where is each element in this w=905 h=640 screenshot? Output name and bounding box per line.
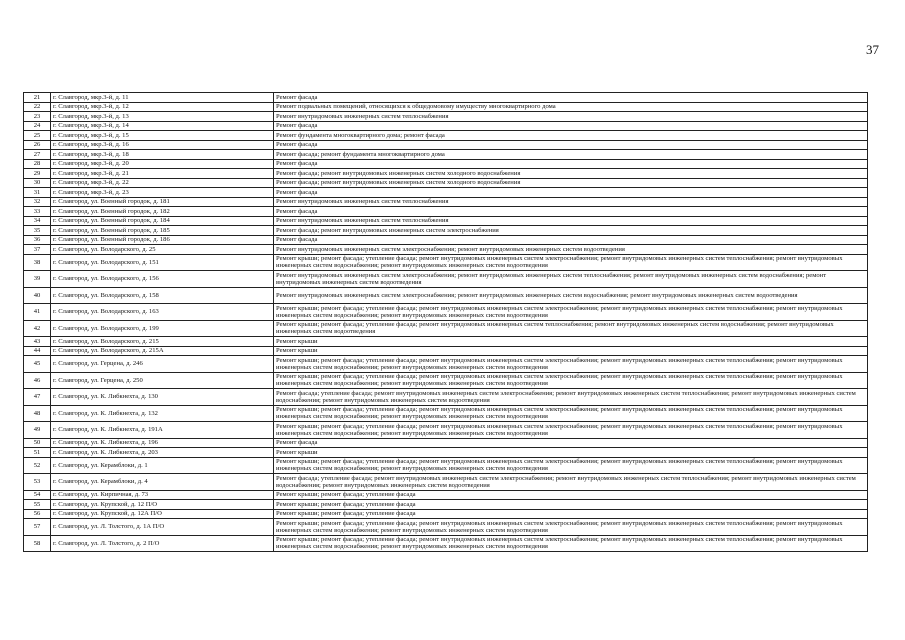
row-works: Ремонт фундамента многоквартирного дома; ремонт фасада (274, 131, 868, 141)
row-works: Ремонт крыши; ремонт фасада; утепление фасада; ремонт внутридомовых инженерных систем электроснабжения; ремонт внутридомовых инженерных систем теплоснабжения; ремонт внутридомовых инженерных систем водоснабжения; ремонт внутридомовых инженерных систем водоотведения (274, 356, 868, 373)
row-number: 44 (24, 346, 51, 356)
row-number: 54 (24, 490, 51, 500)
row-works: Ремонт крыши (274, 346, 868, 356)
table-row (24, 169, 868, 179)
row-works: Ремонт внутридомовых инженерных систем электроснабжения; ремонт внутридомовых инженерных систем водоснабжения; ремонт внутридомовых инженерных систем водоотведения (274, 287, 868, 304)
table-row (24, 102, 868, 112)
table-row (24, 509, 868, 519)
row-works: Ремонт фасада; утепление фасада; ремонт внутридомовых инженерных систем электроснабжения; ремонт внутридомовых инженерных систем теплоснабжения; ремонт внутридомовых инженерных систем водоснабжения; ремонт внутридомовых инженерных систем водоотведения (274, 389, 868, 406)
row-number: 55 (24, 500, 51, 510)
row-number: 22 (24, 102, 51, 112)
row-works: Ремонт крыши; ремонт фасада; утепление фасада; ремонт внутридомовых инженерных систем теплоснабжения; ремонт внутридомовых инженерных систем водоснабжения; ремонт внутридомовых инженерных систем водоотведения (274, 320, 868, 337)
row-number: 50 (24, 438, 51, 448)
row-number: 35 (24, 226, 51, 236)
row-works: Ремонт фасада; ремонт фундамента многоквартирного дома (274, 150, 868, 160)
row-number: 25 (24, 131, 51, 141)
row-address: г. Славгород, ул. Керамблоки, д. 1 (51, 457, 274, 474)
row-address: г. Славгород, ул. К. Либкнехта, д. 203 (51, 448, 274, 458)
table-row (24, 235, 868, 245)
row-number: 48 (24, 405, 51, 422)
row-address: г. Славгород, мкр.3-й, д. 21 (51, 169, 274, 179)
row-works: Ремонт фасада; ремонт внутридомовых инженерных систем холодного водоснабжения (274, 178, 868, 188)
table-row (24, 287, 868, 304)
row-works: Ремонт фасада (274, 140, 868, 150)
row-address: г. Славгород, ул. К. Либкнехта, д. 196 (51, 438, 274, 448)
row-number: 47 (24, 389, 51, 406)
table-row (24, 207, 868, 217)
row-number: 36 (24, 235, 51, 245)
table-row (24, 216, 868, 226)
row-address: г. Славгород, ул. Володарского, д. 199 (51, 320, 274, 337)
row-works: Ремонт внутридомовых инженерных систем электроснабжения; ремонт внутридомовых инженерных систем теплоснабжения; ремонт внутридомовых инженерных систем водоснабжения; ремонт внутридомовых инженерных систем водоотведения (274, 271, 868, 288)
row-address: г. Славгород, ул. Л. Толстого, д. 1А П/О (51, 519, 274, 536)
row-address: г. Славгород, ул. Кирпичная, д. 73 (51, 490, 274, 500)
row-address: г. Славгород, мкр.3-й, д. 14 (51, 121, 274, 131)
row-address: г. Славгород, ул. Володарского, д. 25 (51, 245, 274, 255)
row-works: Ремонт фасада (274, 93, 868, 103)
row-works: Ремонт фасада; ремонт внутридомовых инженерных систем электроснабжения (274, 226, 868, 236)
row-works: Ремонт внутридомовых инженерных систем теплоснабжения (274, 197, 868, 207)
row-number: 33 (24, 207, 51, 217)
table-row (24, 422, 868, 439)
row-number: 43 (24, 337, 51, 347)
table-row (24, 304, 868, 321)
row-number: 34 (24, 216, 51, 226)
row-works: Ремонт крыши; ремонт фасада; утепление фасада; ремонт внутридомовых инженерных систем электроснабжения; ремонт внутридомовых инженерных систем теплоснабжения; ремонт внутридомовых инженерных систем водоснабжения; ремонт внутридомовых инженерных систем водоотведения (274, 372, 868, 389)
row-address: г. Славгород, ул. Крупской, д. 12 П/О (51, 500, 274, 510)
row-works: Ремонт внутридомовых инженерных систем электроснабжения; ремонт внутридомовых инженерных систем водоотведения (274, 245, 868, 255)
table-row (24, 438, 868, 448)
row-works: Ремонт крыши; ремонт фасада; утепление фасада; ремонт внутридомовых инженерных систем электроснабжения; ремонт внутридомовых инженерных систем теплоснабжения; ремонт внутридомовых инженерных систем водоснабжения; ремонт внутридомовых инженерных систем водоотведения (274, 535, 868, 552)
table-row (24, 112, 868, 122)
table-row (24, 372, 868, 389)
row-works: Ремонт фасада (274, 159, 868, 169)
table-row (24, 356, 868, 373)
row-address: г. Славгород, мкр.3-й, д. 12 (51, 102, 274, 112)
row-works: Ремонт крыши; ремонт фасада; утепление фасада (274, 490, 868, 500)
table-row (24, 131, 868, 141)
row-works: Ремонт крыши; ремонт фасада; утепление фасада; ремонт внутридомовых инженерных систем электроснабжения; ремонт внутридомовых инженерных систем теплоснабжения; ремонт внутридомовых инженерных систем водоснабжения; ремонт внутридомовых инженерных систем водоотведения (274, 457, 868, 474)
page-number: 37 (866, 42, 879, 57)
table-row (24, 346, 868, 356)
row-address: г. Славгород, мкр.3-й, д. 15 (51, 131, 274, 141)
row-number: 53 (24, 474, 51, 491)
row-address: г. Славгород, ул. К. Либкнехта, д. 132 (51, 405, 274, 422)
table-row (24, 150, 868, 160)
table-row (24, 448, 868, 458)
row-number: 38 (24, 254, 51, 271)
row-address: г. Славгород, ул. Володарского, д. 163 (51, 304, 274, 321)
row-address: г. Славгород, мкр.3-й, д. 11 (51, 93, 274, 103)
table-row (24, 254, 868, 271)
row-number: 30 (24, 178, 51, 188)
row-number: 24 (24, 121, 51, 131)
row-address: г. Славгород, ул. Военный городок, д. 186 (51, 235, 274, 245)
table-row (24, 320, 868, 337)
row-number: 45 (24, 356, 51, 373)
row-works: Ремонт внутридомовых инженерных систем теплоснабжения (274, 216, 868, 226)
row-works: Ремонт крыши; ремонт фасада; утепление фасада; ремонт внутридомовых инженерных систем электроснабжения; ремонт внутридомовых инженерных систем теплоснабжения; ремонт внутридомовых инженерных систем водоснабжения; ремонт внутридомовых инженерных систем водоотведения (274, 422, 868, 439)
row-number: 37 (24, 245, 51, 255)
row-number: 21 (24, 93, 51, 103)
row-address: г. Славгород, ул. Военный городок, д. 185 (51, 226, 274, 236)
row-number: 28 (24, 159, 51, 169)
table-row (24, 337, 868, 347)
table-row (24, 457, 868, 474)
row-address: г. Славгород, ул. Герцена, д. 246 (51, 356, 274, 373)
row-number: 46 (24, 372, 51, 389)
row-works: Ремонт фасада (274, 235, 868, 245)
row-address: г. Славгород, ул. Володарского, д. 156 (51, 271, 274, 288)
table-row (24, 474, 868, 491)
row-works: Ремонт крыши (274, 448, 868, 458)
row-number: 52 (24, 457, 51, 474)
row-works: Ремонт фасада; утепление фасада; ремонт внутридомовых инженерных систем электроснабжения; ремонт внутридомовых инженерных систем теплоснабжения; ремонт внутридомовых инженерных систем водоснабжения; ремонт внутридомовых инженерных систем водоотведения (274, 474, 868, 491)
table-row (24, 93, 868, 103)
table-row (24, 245, 868, 255)
row-address: г. Славгород, ул. Л. Толстого, д. 2 П/О (51, 535, 274, 552)
row-number: 40 (24, 287, 51, 304)
address-works-table (23, 92, 868, 552)
table-row (24, 389, 868, 406)
row-works: Ремонт внутридомовых инженерных систем теплоснабжения (274, 112, 868, 122)
row-number: 57 (24, 519, 51, 536)
row-number: 23 (24, 112, 51, 122)
table-row (24, 140, 868, 150)
row-address: г. Славгород, ул. К. Либкнехта, д. 191А (51, 422, 274, 439)
row-works: Ремонт фасада; ремонт внутридомовых инженерных систем холодного водоснабжения (274, 169, 868, 179)
row-works: Ремонт крыши; ремонт фасада; утепление фасада; ремонт внутридомовых инженерных систем электроснабжения; ремонт внутридомовых инженерных систем теплоснабжения; ремонт внутридомовых инженерных систем водоснабжения; ремонт внутридомовых инженерных систем водоотведения (274, 304, 868, 321)
row-works: Ремонт крыши; ремонт фасада; утепление фасада; ремонт внутридомовых инженерных систем электроснабжения; ремонт внутридомовых инженерных систем теплоснабжения; ремонт внутридомовых инженерных систем водоснабжения; ремонт внутридомовых инженерных систем водоотведения (274, 405, 868, 422)
row-address: г. Славгород, ул. Военный городок, д. 181 (51, 197, 274, 207)
row-address: г. Славгород, ул. Володарского, д. 151 (51, 254, 274, 271)
row-number: 27 (24, 150, 51, 160)
row-number: 39 (24, 271, 51, 288)
row-works: Ремонт крыши; ремонт фасада; утепление фасада (274, 500, 868, 510)
row-number: 58 (24, 535, 51, 552)
table-row (24, 405, 868, 422)
row-address: г. Славгород, мкр.3-й, д. 23 (51, 188, 274, 198)
table-row (24, 197, 868, 207)
row-address: г. Славгород, мкр.3-й, д. 20 (51, 159, 274, 169)
row-address: г. Славгород, мкр.3-й, д. 22 (51, 178, 274, 188)
row-address: г. Славгород, ул. Керамблоки, д. 4 (51, 474, 274, 491)
table-row (24, 535, 868, 552)
table-row (24, 500, 868, 510)
row-number: 26 (24, 140, 51, 150)
row-address: г. Славгород, ул. Военный городок, д. 184 (51, 216, 274, 226)
row-address: г. Славгород, ул. Володарского, д. 215 (51, 337, 274, 347)
table-row (24, 226, 868, 236)
row-address: г. Славгород, ул. Крупской, д. 12А П/О (51, 509, 274, 519)
table-row (24, 519, 868, 536)
table-row (24, 159, 868, 169)
row-works: Ремонт подвальных помещений, относящихся к общедомовому имуществу многоквартирного дома (274, 102, 868, 112)
row-address: г. Славгород, ул. Герцена, д. 250 (51, 372, 274, 389)
row-address: г. Славгород, ул. К. Либкнехта, д. 130 (51, 389, 274, 406)
row-address: г. Славгород, мкр.3-й, д. 16 (51, 140, 274, 150)
row-works: Ремонт крыши; ремонт фасада; утепление фасада (274, 509, 868, 519)
row-address: г. Славгород, ул. Володарского, д. 158 (51, 287, 274, 304)
table-row (24, 178, 868, 188)
row-works: Ремонт фасада (274, 207, 868, 217)
row-number: 42 (24, 320, 51, 337)
row-number: 56 (24, 509, 51, 519)
row-address: г. Славгород, мкр.3-й, д. 18 (51, 150, 274, 160)
table-body (24, 93, 868, 552)
table-row (24, 121, 868, 131)
row-number: 31 (24, 188, 51, 198)
row-number: 49 (24, 422, 51, 439)
row-number: 41 (24, 304, 51, 321)
row-works: Ремонт крыши (274, 337, 868, 347)
row-number: 51 (24, 448, 51, 458)
row-address: г. Славгород, ул. Володарского, д. 215А (51, 346, 274, 356)
row-works: Ремонт фасада (274, 438, 868, 448)
row-works: Ремонт фасада (274, 121, 868, 131)
row-works: Ремонт крыши; ремонт фасада; утепление фасада; ремонт внутридомовых инженерных систем электроснабжения; ремонт внутридомовых инженерных систем теплоснабжения; ремонт внутридомовых инженерных систем водоснабжения; ремонт внутридомовых инженерных систем водоотведения (274, 254, 868, 271)
row-address: г. Славгород, ул. Военный городок, д. 182 (51, 207, 274, 217)
row-address: г. Славгород, мкр.3-й, д. 13 (51, 112, 274, 122)
table-row (24, 271, 868, 288)
table-row (24, 490, 868, 500)
row-number: 29 (24, 169, 51, 179)
table-row (24, 188, 868, 198)
row-number: 32 (24, 197, 51, 207)
row-works: Ремонт фасада (274, 188, 868, 198)
row-works: Ремонт крыши; ремонт фасада; утепление фасада; ремонт внутридомовых инженерных систем электроснабжения; ремонт внутридомовых инженерных систем теплоснабжения; ремонт внутридомовых инженерных систем водоснабжения; ремонт внутридомовых инженерных систем водоотведения (274, 519, 868, 536)
